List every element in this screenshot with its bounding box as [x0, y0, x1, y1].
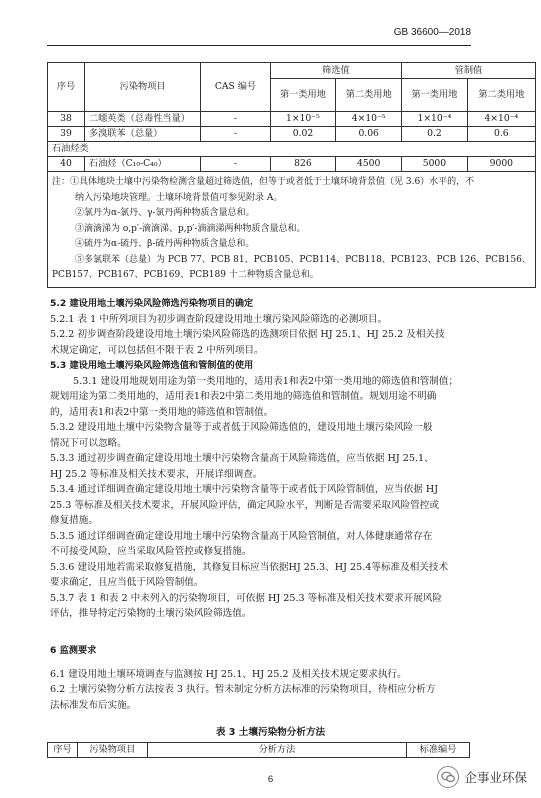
row40-item: 石油烃（C₁₀-C₄₀） — [84, 157, 200, 172]
t3-header-item: 污染物项目 — [77, 743, 147, 758]
paragraph-line: HJ 25.2 等标准及相关技术要求，开展详细调查。 — [50, 468, 263, 480]
col-header-screening-land2: 第二类用地 — [336, 79, 402, 112]
t3-header-std: 标准编号 — [407, 743, 470, 758]
paragraph-line: 5.3.7 表 1 和表 2 中未列入的污染物项目，可依据 HJ 25.3 等标准及相关技术要求开展风险 — [50, 592, 442, 604]
row38-screen-2: 4×10⁻⁵ — [336, 112, 402, 127]
note-line: ②氯丹为α-氯丹、γ-氯丹两种物质含量总和。 — [75, 208, 255, 218]
row38-control-2: 4×10⁻⁴ — [467, 112, 535, 127]
note-line: ④硫丹为α-硫丹、β-硫丹两种物质含量总和。 — [75, 239, 255, 249]
col-header-item: 污染物项目 — [84, 63, 200, 112]
wechat-icon — [437, 766, 459, 788]
table-row — [48, 127, 536, 142]
table-row — [48, 112, 536, 127]
paragraph-line: 25.3 等标准及相关技术要求，开展风险评估，确定风险水平，判断是否需要采取风险管控或 — [50, 499, 439, 511]
paragraph-line: 要求确定，且应当低于风险管制值。 — [50, 577, 204, 588]
section-heading: 5.3 建设用地土壤污染风险筛选值和管制值的使用 — [50, 360, 254, 371]
t3-header-no: 序号 — [48, 743, 78, 758]
col-header-screening: 筛选值 — [270, 63, 401, 79]
row40-cas: - — [201, 157, 270, 172]
row38-no: 38 — [48, 112, 85, 127]
standard-code: GB 36600—2018 — [393, 27, 471, 38]
paragraph-line: 5.2.1 表 1 中所列项目为初步调查阶段建设用地土壤污染风险筛选的必测项目。 — [50, 313, 388, 325]
paragraph-line: 修复措施。 — [50, 515, 98, 526]
col-header-cas: CAS 编号 — [201, 63, 270, 112]
row39-cas: - — [201, 127, 270, 142]
table-3-title: 表 3 土壤污染物分析方法 — [215, 727, 326, 738]
paragraph-line: 5.3.4 通过详细调查确定建设用地土壤中污染物含量等于或者低于风险管制值，应当依据 HJ — [50, 484, 439, 495]
col-header-screening-land1: 第一类用地 — [270, 79, 336, 112]
table-3 — [47, 742, 470, 758]
row40-screen-1: 826 — [270, 157, 336, 172]
page-number: 6 — [267, 774, 274, 785]
paragraph-line: 不可接受风险，应当采取风险管控或修复措施。 — [50, 546, 252, 557]
paragraph-line: 5.3.2 建设用地土壤中污染物含量等于或者低于风险筛选值的，建设用地土壤污染风险一般 — [50, 422, 433, 433]
paragraph-line: 5.3.5 通过详细调查确定建设用地土壤中污染物含量高于风险管制值，对人体健康通常存在 — [50, 530, 433, 542]
note-line: 纳入污染地块管理。土壤环境背景值可参见附录 A。 — [75, 192, 283, 203]
note-line: ⑤多氯联苯（总量）为 PCB 77、PCB 81、PCB105、PCB114、PCB118、PCB123、PCB 126、PCB156、 — [75, 254, 531, 265]
t3-header-method: 分析方法 — [147, 743, 406, 758]
row38-cas: - — [201, 112, 270, 127]
row39-screen-1: 0.02 — [270, 127, 336, 142]
paragraph-line: 情况下可以忽略。 — [50, 437, 127, 449]
watermark-text: 企事业环保 — [464, 770, 527, 785]
row38-control-1: 1×10⁻⁴ — [402, 112, 468, 127]
col-header-no: 序号 — [48, 63, 85, 112]
col-header-control-land1: 第一类用地 — [402, 79, 468, 112]
row39-no: 39 — [48, 127, 85, 142]
section-6 — [50, 643, 470, 713]
paragraph-line: 6.2 土壤污染物分析方法按表 3 执行。暂未制定分析方法标准的污染物项目，待相应分析方 — [50, 684, 436, 695]
note-line: ③滴滴涕为 o,p′-滴滴涕、p,p′-滴滴涕两种物质含量总和。 — [75, 223, 306, 234]
paragraph-line: 法标准发布后实施。 — [50, 699, 137, 711]
header-rule — [47, 45, 471, 46]
paragraph-line: 5.3.1 建设用地规划用途为第一类用地的，适用表1和表2中第一类用地的筛选值和管制值； — [73, 375, 459, 387]
row39-screen-2: 0.06 — [336, 127, 402, 142]
row39-item: 多溴联苯（总量） — [84, 127, 200, 142]
section-5-2 — [50, 296, 470, 622]
row40-control-1: 5000 — [402, 157, 468, 172]
row40-screen-2: 4500 — [336, 157, 402, 172]
paragraph-line: 的，适用表1和表2中第一类用地的筛选值和管制值。 — [50, 406, 274, 418]
paragraph-line: 规划用途为第二类用地的，适用表1和表2中第二类用地的筛选值和管制值。规划用途不明确 — [50, 391, 437, 402]
paragraph-line: 5.2.2 初步调查阶段建设用地土壤污染风险筛选的选测项目依据 HJ 25.1、HJ 25.2 及相关技 — [50, 329, 445, 340]
watermark — [437, 766, 527, 788]
row38-item: 二噁英类（总毒性当量） — [84, 112, 200, 127]
paragraph-line: 术规定确定，可以包括但不限于表 2 中所列项目。 — [50, 344, 264, 356]
row39-control-2: 0.6 — [467, 127, 535, 142]
paragraph-line: 评估，推导特定污染物的土壤污染风险筛选值。 — [50, 608, 252, 619]
row40-control-2: 9000 — [467, 157, 535, 172]
table-2-continued — [47, 62, 536, 288]
row40-no: 40 — [48, 157, 85, 172]
note-line: 注：①具体地块土壤中污染物检测含量超过筛选值，但等于或者低于土壤环境背景值（见 3.6）水平的，不 — [52, 177, 475, 187]
paragraph-line: 5.3.3 通过初步调查确定建设用地土壤中污染物含量高于风险筛选值，应当依据 HJ 25.1、 — [50, 453, 434, 464]
paragraph-line: 5.3.6 建设用地若需采取修复措施，其修复目标应当依据HJ 25.3、HJ 25.4等标准及相关技术 — [50, 561, 449, 573]
paragraph-line: 6.1 建设用地土壤环境调查与监测按 HJ 25.1、HJ 25.2 及相关技术规定要求执行。 — [50, 668, 407, 680]
col-header-control: 管制值 — [402, 63, 536, 79]
row38-screen-1: 1×10⁻⁵ — [270, 112, 336, 127]
col-header-control-land2: 第二类用地 — [467, 79, 535, 112]
group-label: 石油烃类 — [48, 142, 536, 157]
section-heading: 5.2 建设用地土壤污染风险筛选污染物项目的确定 — [50, 298, 254, 309]
note-line: PCB157、PCB167、PCB169、PCB189 十二种物质含量总和。 — [52, 270, 319, 280]
table-row — [48, 157, 536, 172]
section-heading: 6 监测要求 — [50, 645, 97, 656]
row39-control-1: 0.2 — [402, 127, 468, 142]
table-notes — [48, 172, 536, 288]
